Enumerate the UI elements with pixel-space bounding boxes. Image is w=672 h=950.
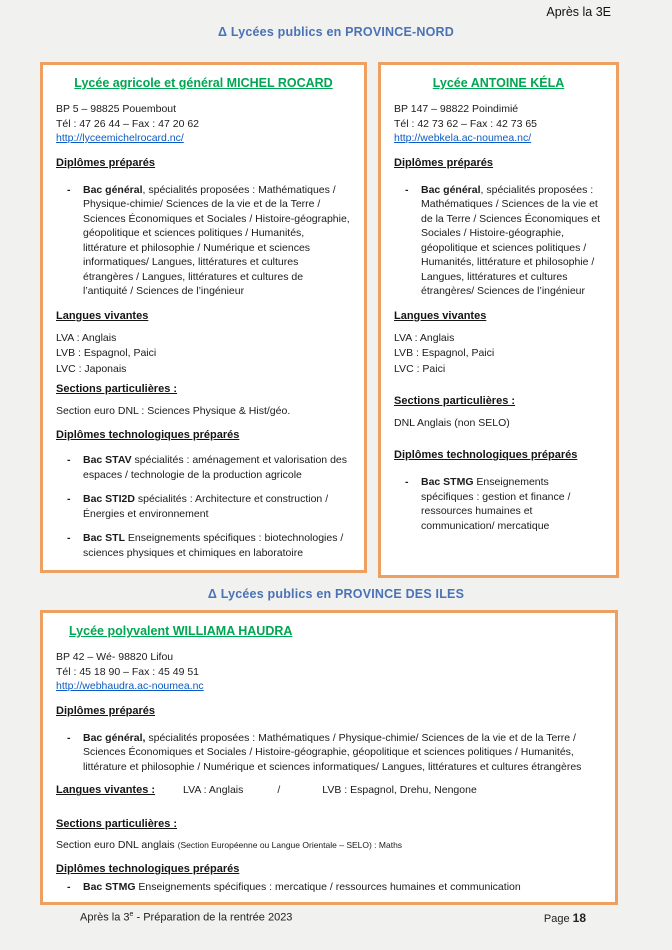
section-label-diplomes: Diplômes préparés	[56, 704, 156, 717]
school-address: BP 42 – Wé- 98820 Lifou	[56, 651, 174, 664]
langues-vivantes-row	[56, 783, 602, 798]
bullet-dash: -	[405, 476, 409, 489]
bullet-dash: -	[405, 183, 409, 196]
bullet-dash: -	[67, 731, 71, 744]
lva-line: LVA : Anglais	[56, 331, 117, 344]
section-euro-line: DNL Anglais (non SELO)	[394, 416, 510, 429]
school-phone: Tél : 45 18 90 – Fax : 45 49 51	[56, 665, 200, 678]
school-title: Lycée agricole et général MICHEL ROCARD	[74, 76, 333, 90]
section-label-diplomes-tech: Diplômes technologiques préparés	[56, 863, 240, 876]
section-label-particulieres: Sections particulières :	[394, 395, 516, 408]
school-box-williama-haudra	[40, 610, 618, 905]
school-phone: Tél : 47 26 44 – Fax : 47 20 62	[56, 117, 200, 130]
lvb-inline: LVB : Espagnol, Drehu, Nengone	[322, 784, 477, 797]
section-euro-line: Section euro DNL anglais (Section Européenne ou Langue Orientale – SELO) : Maths	[56, 838, 403, 851]
heading-province-iles: Δ Lycées publics en PROVINCE DES ILES	[207, 587, 465, 601]
list-item-bac-general	[56, 183, 351, 299]
section-label-particulieres: Sections particulières :	[56, 383, 178, 396]
bullet-text: Bac STMG Enseignements spécifiques : gestion et finance / ressources humaines et communication/ mercatique	[421, 476, 571, 532]
school-box-antoine-kela	[378, 62, 619, 578]
section-label-particulieres: Sections particulières :	[56, 817, 178, 830]
corner-label: Après la 3E	[546, 5, 611, 19]
list-item-bac-stmg	[56, 880, 602, 894]
lvc-line: LVC : Japonais	[56, 362, 127, 375]
school-address: BP 5 – 98825 Pouembout	[56, 103, 177, 116]
section-label-langues: Langues vivantes	[394, 309, 487, 322]
bullet-text: Bac STMG Enseignements spécifiques : mercatique / ressources humaines et communication	[83, 881, 521, 894]
list-item-bac-general	[56, 731, 602, 774]
lvc-line: LVC : Paici	[394, 362, 446, 375]
bullet-dash: -	[67, 493, 71, 506]
section-label-diplomes: Diplômes préparés	[394, 156, 494, 169]
section-label-langues: Langues vivantes	[56, 309, 149, 322]
school-website-link[interactable]: http://webkela.ac-noumea.nc/	[394, 132, 532, 145]
heading-province-nord: Δ Lycées publics en PROVINCE-NORD	[217, 25, 454, 39]
lva-inline: LVA : Anglais	[183, 784, 244, 797]
list-item-bac-general	[394, 183, 603, 299]
school-website-link[interactable]: http://lyceemichelrocard.nc/	[56, 132, 184, 145]
bullet-dash: -	[67, 183, 71, 196]
bullet-text: Bac général, spécialités proposées : Mathématiques / Physique-chimie/ Sciences de la vie et de la Terre / Sciences Économiques et Sociales / Histoire-géographie, géopolitique et sciences politiques / Humanités, littérature et philosophie / Numérique et sciences informatiques/ Langues, littératures et cultures étrangères	[83, 731, 582, 773]
footer-page: Page 18	[543, 911, 586, 925]
bullet-text: Bac général, spécialités proposées : Mathématiques / Physique-chimie/ Sciences de la vie et de la Terre / Sciences Économiques et Sociales / Histoire-géographie, géopolitique et sciences politiques / Humanités, littérature et philosophie / Numérique et sciences informatiques/ Langues, littératures et cultures étrangères / Langues, littératures et cultures de l’antiquité / Sciences de l’ingénieur	[83, 183, 350, 298]
list-item-bac-stav	[56, 453, 351, 482]
list-item-bac-stmg	[394, 475, 603, 533]
page-number: 18	[572, 911, 586, 925]
lvb-line: LVB : Espagnol, Paici	[394, 347, 495, 360]
lva-line: LVA : Anglais	[394, 331, 455, 344]
section-label-diplomes-tech: Diplômes technologiques préparés	[394, 449, 578, 462]
bullet-dash: -	[67, 532, 71, 545]
bullet-text: Bac général, spécialités proposées : Mathématiques / Sciences de la vie et de la Terre / Sciences Économiques et Sociales / Histoire-géographie, géopolitique et sciences politiques / Humanités, littérature et philosophie / Langues, littératures et cultures étrangères/ Sciences de l’ingénieur	[421, 183, 600, 298]
lv-separator: /	[277, 784, 281, 797]
selo-note: (Section Européenne ou Langue Orientale – SELO) : Maths	[177, 839, 403, 850]
list-item-bac-sti2d	[56, 492, 351, 521]
school-address: BP 147 – 98822 Poindimié	[394, 103, 519, 116]
bullet-text: Bac STI2D spécialités : Architecture et construction / Énergies et environnement	[83, 493, 329, 520]
footer-text: Après la 3e - Préparation de la rentrée 2023	[80, 911, 293, 924]
school-box-michel-rocard	[40, 62, 367, 573]
section-label-langues: Langues vivantes :	[56, 784, 156, 797]
section-label-diplomes: Diplômes préparés	[56, 156, 156, 169]
school-phone: Tél : 42 73 62 – Fax : 42 73 65	[394, 117, 538, 130]
section-label-diplomes-tech: Diplômes technologiques préparés	[56, 429, 240, 442]
bullet-text: Bac STL Enseignements spécifiques : biotechnologies / sciences physiques et chimiques en laboratoire	[83, 532, 344, 559]
section-euro-line: Section euro DNL : Sciences Physique & Hist/géo.	[56, 404, 291, 417]
bullet-dash: -	[67, 454, 71, 467]
school-title: Lycée polyvalent WILLIAMA HAUDRA	[69, 624, 293, 638]
school-title: Lycée ANTOINE KÉLA	[432, 76, 565, 90]
list-item-bac-stl	[56, 531, 351, 560]
bullet-dash: -	[67, 881, 71, 894]
school-website-link[interactable]: http://webhaudra.ac-noumea.nc	[56, 680, 204, 693]
lvb-line: LVB : Espagnol, Paici	[56, 347, 157, 360]
bullet-text: Bac STAV spécialités : aménagement et valorisation des espaces / technologie de la production agricole	[83, 454, 347, 481]
